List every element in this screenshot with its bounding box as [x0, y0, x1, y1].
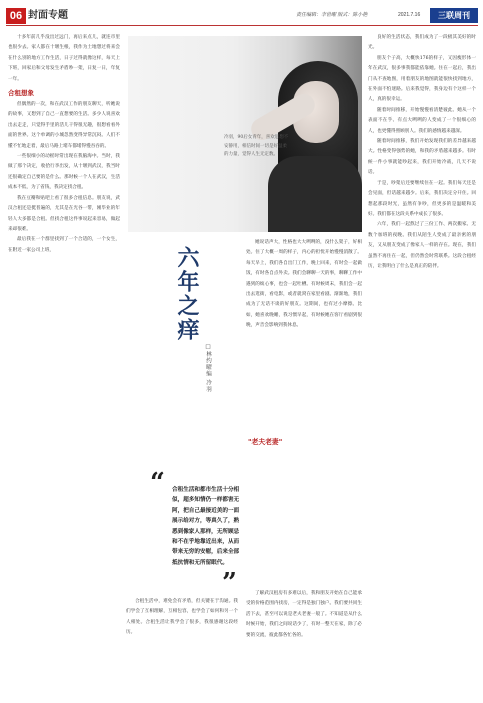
quote-open-icon: “ [150, 468, 165, 498]
paragraph: 但偶然的一次，和在武汉工作的朋友聊天，听她说的故事，又想到了自己一直想要的生活。多少人说喜欢出去走走，只觉得手里的活儿干得很无趣，很想看看外面的世界。这个单调的小城忽然变得异常沉闷。人们不懂不忙地走着，最后马路上堵车都堵得慢吞吞的。 [8, 102, 120, 149]
photo-caption: 冷羽，90后女青年，喜欢思想不安静用，相信时间一切是好温柔的力量，觉得人生无定数。 [224, 135, 289, 158]
issue-date: 2021.7.16 [398, 12, 421, 18]
section-heading: 合租想象 [8, 89, 34, 98]
pull-quote: 合租生活和都市生活十分相似，超多知情仍一样都害无阿，把自己最接近美的一面展示给对方，等真久了，熟悉到像家人那样，无所顾忌和不在乎地靠近出来，从而带来无穷的安慰，后来全部抵抗情和无所留眠代。 [172, 487, 240, 566]
paragraph: 随着时间推移，我们开始发现我们的差异越来越大。性格变得强势的她，和我的矛盾越来越多。有时候一件小事就能吵起来，我们开始冷战，几天不说话。 [368, 139, 476, 176]
article-title: 六年之痒 [174, 246, 200, 342]
page-header [0, 0, 483, 30]
paragraph: 合租生活中，难免会有矛盾，但关键在于沟通。我们学会了互相理解，互相包容，也学会了如何和另一个人相处。合租生活让我学会了很多，我很感谢这段经历。 [126, 599, 238, 636]
paragraph: 六年，我们一起熬过了三份工作、两次搬家、无数个加班的夜晚。我们从陌生人变成了最亲密的朋友，又从朋友变成了像家人一样的存在。现在，我们虽然不再住在一起，但仍然会时常联系。这段合租经历，让我明白了什么是真正的陪伴。 [368, 222, 476, 269]
article-byline: □林约曜编 冷羽 [205, 344, 211, 393]
article-column-2-bottom [126, 597, 238, 698]
paragraph: 良好的生活状态，我们成为了一段极其美好的时光。 [368, 35, 476, 51]
article-column-3-top [246, 238, 362, 433]
portrait-photo [128, 36, 362, 232]
paragraph: 随着时间推移，开始慢慢看清楚彼此。她从一个表面不在乎、有点大咧咧的人变成了一个很细心的人，也更懂得照顾别人。我们的感情越来越深。 [368, 107, 476, 134]
paragraph: 十多年前几乎没出过远门，再后来点儿，就连市里也很少去。家人都在十堰生根，我作为土地想过将来会在什么别的地方工作生活，日子过得就像这样，每天上下班，回家后和父母发生矛盾吵一架，日复一日，年复一年。 [8, 35, 120, 82]
paragraph: 最后我在一个群里找到了一个合适的，一个女生，在附近一家公司上班， [8, 237, 120, 253]
page-number: 06 [6, 8, 26, 24]
section-name: 封面专题 [28, 10, 68, 21]
section-heading: "老夫老妻" [248, 438, 283, 446]
paragraph: 了解武汉租房有多难以后，我和朋友开始在自己能承受的价格范围内找房，一定得是独门独户。我们要共同生活下去，甚至可以说是老夫老妻一般了。不知道是从什么时候开始，我们之间说话少了，有时一整天在家，除了必要的交流，彼此都各忙各的。 [246, 591, 362, 638]
article-column-1 [8, 33, 120, 698]
paragraph: 一些很细小的动摇时常出现在我脑海中。当时，我做了那个决定，收拾行李出发，从十堰到武汉，我当时还很确定自己要的是什么。那时候一个人在武汉，生活成本不低，为了省钱，我决定找合租。 [8, 154, 120, 191]
paragraph: 她说话声大，性格也大大咧咧的，没什么架子，好相处。住了大概一周的样子，内心的担忧开始慢慢消散了。每天早上，我们各自出门工作，晚上回来，有时会一起做饭，有时各自点外卖。我们会聊聊一天的事，聊聊工作中遇到的烦心事，也会一起吐槽。有时候周末，我们会一起出去逛街，看电影，或者就窝在家里看剧。渐渐地，我们成为了无话不谈的好朋友。这期间，也有过小摩擦。比如，她喜欢晚睡，我习惯早起，有时候她在客厅看剧到很晚，声音会影响到我休息。 [246, 240, 362, 329]
article-column-3-bottom [246, 589, 362, 698]
editor-credits: 责任编辑：李世曜 版式：陈小艳 [296, 12, 368, 18]
article-column-4 [368, 33, 476, 698]
paragraph: 于是，吵架后还要继续住在一起。我们每天还是会见面，但话越来越少。后来，我们决定分开住。回想起那段时光，虽然有争吵，但更多的是温暖和美好。我们都在这段关系中成长了很多。 [368, 180, 476, 217]
brand-logo: 三联周刊 [430, 8, 478, 23]
photo-body [268, 156, 362, 232]
paragraph: 朋友个子高，大概快176的样子，又因瘦形体一年在武汉，很多事我都能依靠她。住在一起后，我出门从不查地图，用着朋友的地图就能很快找到地方，在外面不怕迷路。后来我觉得，我身边有个这样一个人，真的很幸运。 [368, 55, 476, 103]
paragraph: 我在豆瓣和贴吧上看了很多合租信息。朋友说，武汉合租还是挺普遍的，尤其是在光谷一带，刚毕业的年轻人大多都是合租。但找合租这件事说起来容易，做起来却很难。 [8, 195, 120, 232]
quote-close-icon: ” [222, 568, 237, 598]
header-rule [6, 25, 478, 26]
